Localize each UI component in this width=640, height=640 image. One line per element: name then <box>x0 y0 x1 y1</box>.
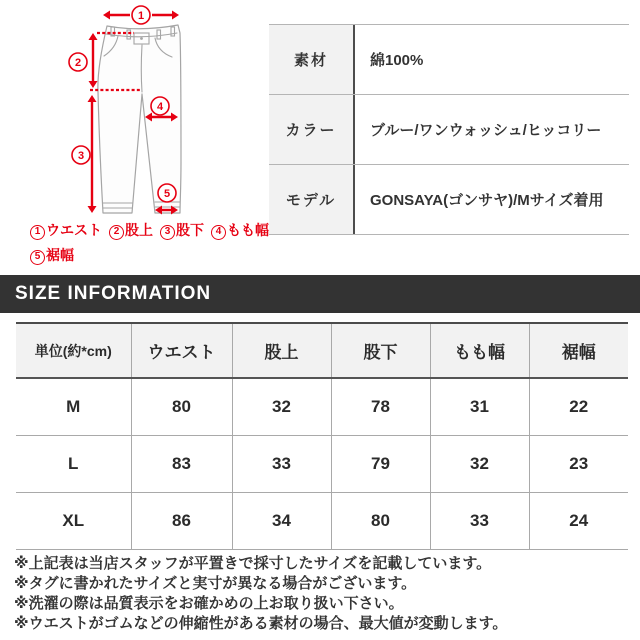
legend-item-inseam <box>160 222 204 238</box>
spec-row-color <box>269 95 629 165</box>
cell-rise: 34 <box>232 493 331 550</box>
circled-number-icon: 1 <box>30 225 45 240</box>
measure-num-4: 4 <box>156 101 164 113</box>
cell-hem: 24 <box>529 493 628 550</box>
note-line: ※上記表は当店スタッフが平置きで採寸したサイズを記載しています。 <box>14 555 492 572</box>
legend-item-waist <box>30 222 102 238</box>
spec-label: 素材 <box>269 25 355 94</box>
cell-rise: 32 <box>232 378 331 436</box>
table-row-xl <box>16 493 628 550</box>
legend-item-hem <box>30 247 74 263</box>
col-header-waist: ウエスト <box>131 323 232 378</box>
col-header-hem: 裾幅 <box>529 323 628 378</box>
measure-arrow-rise <box>69 33 98 88</box>
table-row-l <box>16 436 628 493</box>
cell-thigh: 31 <box>430 378 529 436</box>
size-label: M <box>16 378 131 436</box>
measurement-legend <box>30 218 276 268</box>
note-line: ※タグに書かれたサイズと実寸が異なる場合がございます。 <box>14 575 417 592</box>
legend-label: 裾幅 <box>46 247 74 263</box>
legend-row-1 <box>30 218 276 243</box>
spec-row-model <box>269 165 629 235</box>
spec-value: ブルー/ワンウォッシュ/ヒッコリー <box>370 122 602 139</box>
spec-label: モデル <box>269 165 355 234</box>
measure-num-5: 5 <box>163 188 171 200</box>
size-information-banner <box>0 275 640 313</box>
circled-number-icon: 4 <box>211 225 226 240</box>
size-label: L <box>16 436 131 493</box>
note-line: ※洗濯の際は品質表示をお確かめの上お取り扱い下さい。 <box>14 595 404 612</box>
col-header-inseam: 股下 <box>331 323 430 378</box>
cell-waist: 80 <box>131 378 232 436</box>
measure-arrow-inseam <box>72 95 97 213</box>
pants-measurement-diagram <box>58 2 223 218</box>
size-table <box>16 322 628 550</box>
cell-hem: 22 <box>529 378 628 436</box>
cell-inseam: 78 <box>331 378 430 436</box>
measurement-notes <box>14 554 507 634</box>
cell-inseam: 80 <box>331 493 430 550</box>
size-table-header-row <box>16 323 628 378</box>
cell-rise: 33 <box>232 436 331 493</box>
cell-thigh: 33 <box>430 493 529 550</box>
size-label: XL <box>16 493 131 550</box>
legend-label: 股上 <box>125 222 153 238</box>
table-row-m <box>16 378 628 436</box>
circled-number-icon: 2 <box>109 225 124 240</box>
product-spec-table <box>269 24 629 235</box>
legend-label: 股下 <box>176 222 204 238</box>
spec-row-material <box>269 25 629 95</box>
measure-num-2: 2 <box>74 57 82 69</box>
spec-value: 綿100% <box>370 52 424 69</box>
measure-num-3: 3 <box>77 150 85 162</box>
cell-waist: 86 <box>131 493 232 550</box>
legend-label: ウエスト <box>46 222 102 238</box>
legend-row-2 <box>30 243 276 268</box>
spec-label: カラー <box>269 95 355 164</box>
legend-item-thigh <box>211 222 269 238</box>
cell-hem: 23 <box>529 436 628 493</box>
cell-inseam: 79 <box>331 436 430 493</box>
measure-arrow-waist <box>103 6 179 24</box>
note-line: ※ウエストがゴムなどの伸縮性がある素材の場合、最大値が変動します。 <box>14 615 508 632</box>
circled-number-icon: 5 <box>30 250 45 265</box>
spec-value: GONSAYA(ゴンサヤ)/Mサイズ着用 <box>370 192 604 209</box>
circled-number-icon: 3 <box>160 225 175 240</box>
col-header-rise: 股上 <box>232 323 331 378</box>
cell-waist: 83 <box>131 436 232 493</box>
measure-num-1: 1 <box>137 10 145 22</box>
col-header-thigh: もも幅 <box>430 323 529 378</box>
cell-thigh: 32 <box>430 436 529 493</box>
legend-label: もも幅 <box>227 222 269 238</box>
banner-title: SIZE INFORMATION <box>15 283 212 304</box>
legend-item-rise <box>109 222 153 238</box>
col-header-unit: 単位(約*cm) <box>16 323 131 378</box>
